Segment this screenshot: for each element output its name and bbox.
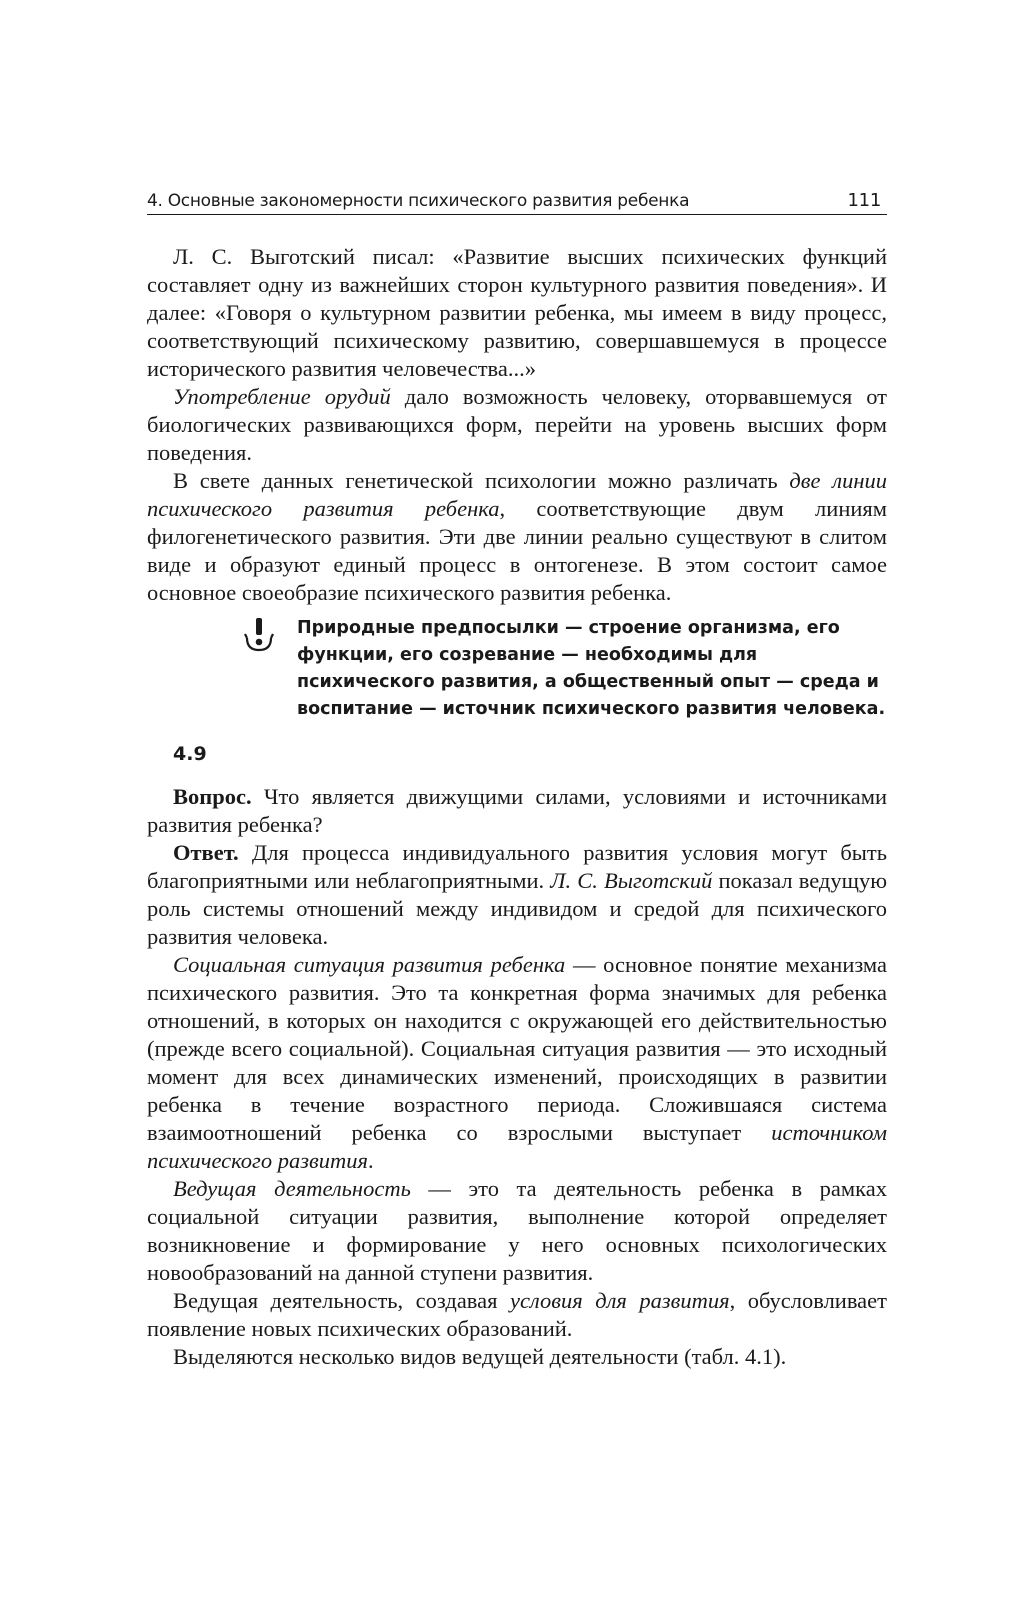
paragraph-table-ref [147, 1343, 887, 1371]
italic-term: Ведущая деятельность [173, 1176, 411, 1201]
paragraph-text: , соответствующие двум линиям филогенетического развития. Эти две линии реально существуют в слитом виде и образуют единый процесс в онтогенезе. В этом состоит самое основное своеобразие психического развития ребенка. [147, 496, 887, 605]
paragraph-vygotsky-quote [147, 243, 887, 383]
paragraph-text: . [367, 1148, 374, 1173]
paragraph-text: В свете данных генетической психологии можно различать [173, 468, 790, 493]
question-label: Вопрос. [173, 784, 252, 809]
paragraph-text: Ведущая деятельность, создавая [173, 1288, 510, 1313]
italic-term: две линии психического развития ребенка [147, 468, 888, 521]
running-header [147, 190, 887, 215]
page [147, 190, 887, 1371]
note-text: Природные предпосылки — строение организма, его функции, его созревание — необходимы для психического развития, а общественный опыт — среда и воспитание — источник психического развития человека. [297, 618, 886, 719]
chapter-title: 4. Основные закономерности психического развития ребенка [147, 191, 690, 211]
paragraph-answer [147, 839, 887, 951]
paragraph-text: Выделяются несколько видов ведущей деятельности (табл. 4.1). [173, 1344, 787, 1369]
paragraph-text: Для процесса индивидуального развития условия могут быть благоприятными или неблагоприятными. [147, 840, 887, 893]
italic-term: Социальная ситуация развития ребенка [173, 952, 566, 977]
paragraph-text: показал ведущую роль системы отношений между индивидом и средой для психического развития человека. [147, 868, 888, 949]
paragraph-text: дало возможность человеку, оторвавшемуся от биологических развивающихся форм, перейти на уровень высших форм поведения. [147, 384, 887, 465]
paragraph-text: Что является движущими силами, условиями и источниками развития ребенка? [147, 784, 887, 837]
italic-term: условия для развития [509, 1288, 730, 1313]
paragraph-text: — основное понятие механизма психического развития. Это та конкретная форма значимых для ребенка отношений, в которых он находится с окружающей его действительностью (прежде всего социальной). Социальная ситуация развития — это исходный момент для всех динамических изменений, происходящих в развитии ребенка в течение возрастного периода. Сложившаяся система взаимоотношений ребенка со взрослыми выступает [147, 952, 887, 1145]
paragraph-text: — это та деятельность ребенка в рамках социальной ситуации развития, выполнение которой определяет возникновение и формирование у него основных психологических новообразований на данной ступени развития. [147, 1176, 887, 1285]
key-note [147, 615, 887, 723]
italic-term: Употребление орудий [173, 384, 391, 409]
paragraph-tools [147, 383, 887, 467]
body-text [147, 243, 887, 1371]
exclamation-hand-icon [242, 617, 276, 653]
paragraph-conditions [147, 1287, 887, 1343]
paragraph-two-lines [147, 467, 887, 607]
answer-label: Ответ. [173, 840, 239, 865]
italic-term: источником психического развития [147, 1120, 887, 1173]
paragraph-question [147, 783, 887, 839]
paragraph-text: , обусловливает появление новых психических образований. [147, 1288, 887, 1341]
italic-name: Л. С. Выготский [550, 868, 713, 893]
paragraph-text: Л. С. Выготский писал: «Развитие высших психических функций составляет одну из важнейших сторон культурного развития поведения». И далее: «Говоря о культурном развитии ребенка, мы имеем в виду процесс, соответствующий психическому развитию, совершавшемуся в процессе исторического развития человечества...» [147, 244, 887, 381]
page-number: 111 [847, 190, 881, 211]
section-number: 4.9 [173, 743, 207, 765]
paragraph-leading-activity [147, 1175, 887, 1287]
paragraph-social-situation [147, 951, 887, 1175]
